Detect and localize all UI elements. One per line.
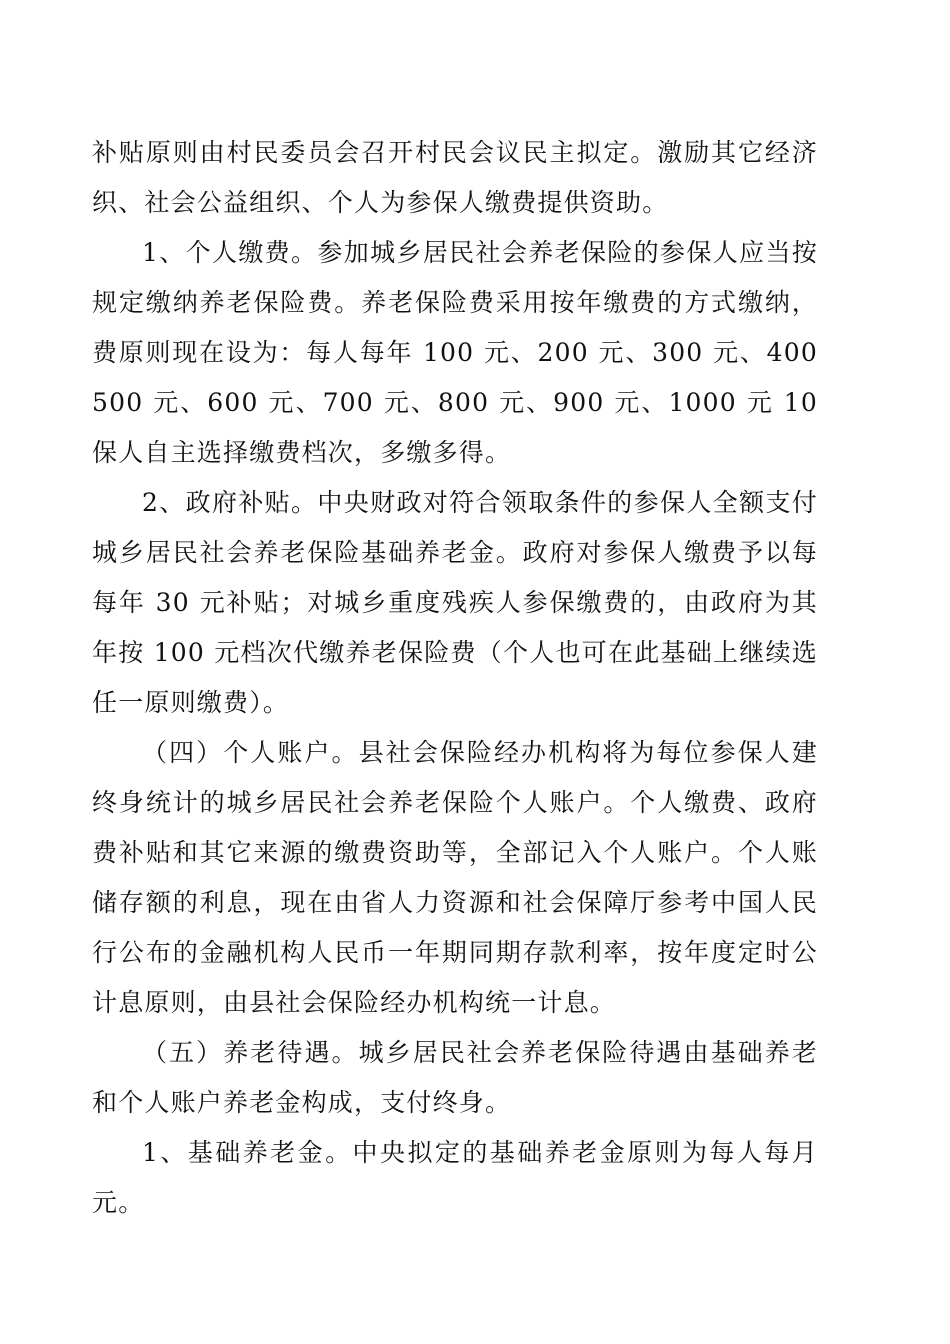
text-line: 费原则现在设为：每人每年 100 元、200 元、300 元、400 <box>92 338 818 367</box>
text-line: 500 元、600 元、700 元、800 元、900 元、1000 元 10 <box>92 388 818 417</box>
text-line: 行公布的金融机构人民币一年期同期存款利率，按年度定时公 <box>92 938 818 967</box>
text-line: 费补贴和其它来源的缴费资助等，全部记入个人账户。个人账 <box>92 838 818 867</box>
paragraph-start-line: 2、政府补贴。中央财政对符合领取条件的参保人全额支付 <box>142 488 818 517</box>
paragraph-start-line: （四）个人账户。县社会保险经办机构将为每位参保人建 <box>142 738 818 767</box>
text-line: 城乡居民社会养老保险基础养老金。政府对参保人缴费予以每 <box>92 538 818 567</box>
document-body <box>92 128 818 1228</box>
text-line: 年按 100 元档次代缴养老保险费（个人也可在此基础上继续选 <box>92 638 818 667</box>
text-line: 每年 30 元补贴；对城乡重度残疾人参保缴费的，由政府为其 <box>92 588 818 617</box>
text-line: 储存额的利息，现在由省人力资源和社会保障厅参考中国人民 <box>92 888 818 917</box>
text-line: 计息原则，由县社会保险经办机构统一计息。 <box>92 988 617 1017</box>
paragraph-start-line: 1、个人缴费。参加城乡居民社会养老保险的参保人应当按 <box>142 238 818 267</box>
text-line: 保人自主选择缴费档次，多缴多得。 <box>92 438 512 467</box>
text-line: 任一原则缴费）。 <box>92 688 290 717</box>
text-line: 和个人账户养老金构成，支付终身。 <box>92 1088 512 1117</box>
paragraph-start-line: 1、基础养老金。中央拟定的基础养老金原则为每人每月 <box>142 1138 818 1167</box>
text-line: 元。 <box>92 1188 145 1217</box>
text-line: 补贴原则由村民委员会召开村民会议民主拟定。激励其它经济 <box>92 138 818 167</box>
text-line: 织、社会公益组织、个人为参保人缴费提供资助。 <box>92 188 669 217</box>
paragraph-start-line: （五）养老待遇。城乡居民社会养老保险待遇由基础养老 <box>142 1038 818 1067</box>
text-line: 规定缴纳养老保险费。养老保险费采用按年缴费的方式缴纳， <box>92 288 818 317</box>
text-line: 终身统计的城乡居民社会养老保险个人账户。个人缴费、政府 <box>92 788 818 817</box>
